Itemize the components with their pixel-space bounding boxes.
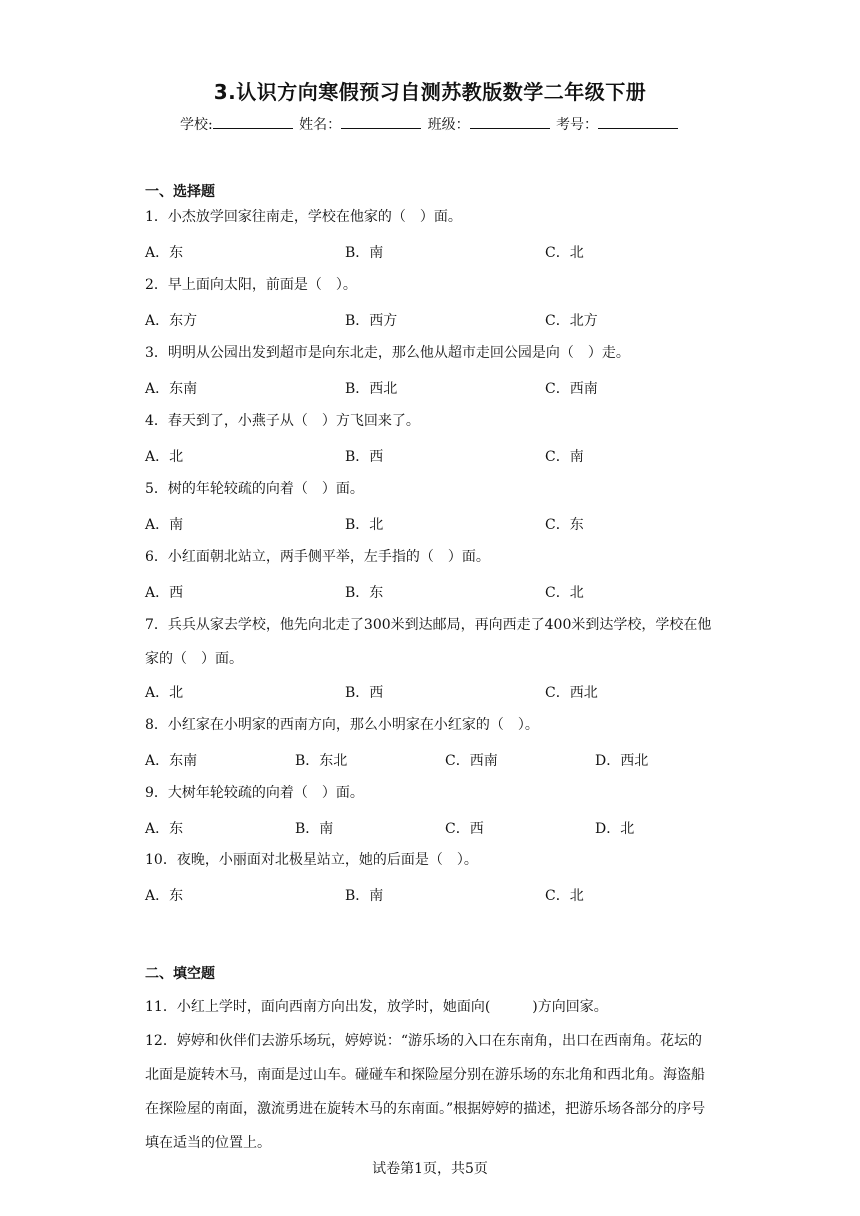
student-info-row	[0, 114, 860, 134]
option-a[interactable]: A．东	[145, 888, 184, 904]
question-9: 9．大树年轮较疏的向着（ ）面。	[145, 785, 364, 801]
option-b[interactable]: B．南	[345, 888, 384, 904]
option-c[interactable]: C．西南	[545, 381, 598, 397]
question-4: 4．春天到了，小燕子从（ ）方飞回来了。	[145, 413, 420, 429]
page-title: 3.认识方向寒假预习自测苏教版数学二年级下册	[213, 80, 647, 104]
question-8: 8．小红家在小明家的西南方向，那么小明家在小红家的（ ）。	[145, 717, 539, 733]
school-field	[180, 114, 295, 134]
option-a[interactable]: A．东方	[145, 313, 198, 329]
option-b[interactable]: B．东	[345, 585, 384, 601]
exam-number-blank[interactable]	[598, 114, 678, 129]
option-b[interactable]: B．东北	[295, 753, 348, 769]
option-c[interactable]: C．西	[445, 821, 484, 837]
option-b[interactable]: B．南	[295, 821, 334, 837]
option-d[interactable]: D．北	[595, 821, 635, 837]
option-a[interactable]: A．东	[145, 821, 184, 837]
option-a[interactable]: A．北	[145, 685, 184, 701]
option-c[interactable]: C．西南	[445, 753, 498, 769]
option-b[interactable]: B．北	[345, 517, 384, 533]
question-10: 10．夜晚，小丽面对北极星站立，她的后面是（ ）。	[145, 852, 478, 868]
option-a[interactable]: A．北	[145, 449, 184, 465]
question-11: 11．小红上学时，面向西南方向出发，放学时，她面向( )方向回家。	[145, 999, 608, 1015]
option-c[interactable]: C．北方	[545, 313, 598, 329]
school-label: 学校:	[179, 117, 213, 133]
option-b[interactable]: B．西	[345, 685, 384, 701]
class-field	[428, 114, 552, 134]
question-5: 5．树的年轮较疏的向着（ ）面。	[145, 481, 364, 497]
option-d[interactable]: D．西北	[595, 753, 649, 769]
question-1: 1．小杰放学回家往南走，学校在他家的（ ）面。	[145, 209, 462, 225]
option-c[interactable]: C．北	[545, 245, 584, 261]
option-a[interactable]: A．东	[145, 245, 184, 261]
question-2: 2．早上面向太阳，前面是（ ）。	[145, 277, 357, 293]
option-b[interactable]: B．南	[345, 245, 384, 261]
section-heading-fill: 二、填空题	[145, 966, 215, 982]
option-a[interactable]: A．南	[145, 517, 184, 533]
question-7: 7．兵兵从家去学校，他先向北走了300米到达邮局，再向西走了400米到达学校，学校在他家的（ ）面。	[145, 617, 712, 667]
section-heading-choice: 一、选择题	[145, 184, 215, 200]
school-blank[interactable]	[213, 114, 293, 129]
name-blank[interactable]	[341, 114, 421, 129]
option-a[interactable]: A．西	[145, 585, 184, 601]
option-c[interactable]: C．北	[545, 888, 584, 904]
option-a[interactable]: A．东南	[145, 381, 198, 397]
page-footer: 试卷第1页，共5页	[372, 1161, 488, 1177]
option-b[interactable]: B．西	[345, 449, 384, 465]
name-label: 姓名：	[299, 117, 342, 133]
option-b[interactable]: B．西方	[345, 313, 398, 329]
option-c[interactable]: C．北	[545, 585, 584, 601]
option-b[interactable]: B．西北	[345, 381, 398, 397]
options-10	[145, 885, 715, 915]
class-blank[interactable]	[470, 114, 550, 129]
option-c[interactable]: C．西北	[545, 685, 598, 701]
question-6: 6．小红面朝北站立，两手侧平举，左手指的（ ）面。	[145, 549, 490, 565]
question-12: 12．婷婷和伙伴们去游乐场玩，婷婷说：“游乐场的入口在东南角，出口在西南角。花坛的北面是旋转木马，南面是过山车。碰碰车和探险屋分别在游乐场的东北角和西北角。海盗船在探险屋的南面，激流勇进在旋转木马的东南面。”根据婷婷的描述，把游乐场各部分的序号填在适当的位置上。	[145, 1033, 706, 1151]
option-c[interactable]: C．南	[545, 449, 584, 465]
exam-number-label: 考号：	[556, 117, 599, 133]
name-field	[299, 114, 423, 134]
question-3: 3．明明从公园出发到超市是向东北走，那么他从超市走回公园是向（ ）走。	[145, 345, 630, 361]
option-a[interactable]: A．东南	[145, 753, 198, 769]
option-c[interactable]: C．东	[545, 517, 584, 533]
exam-number-field	[556, 114, 680, 134]
class-label: 班级：	[427, 117, 470, 133]
